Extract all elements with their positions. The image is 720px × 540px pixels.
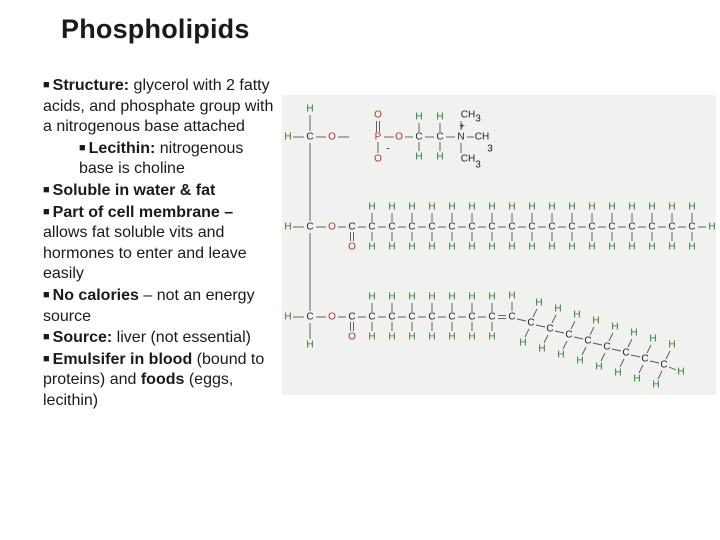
bond-line bbox=[601, 353, 605, 361]
atom-hydrogen: H bbox=[388, 331, 396, 343]
atom-hydrogen: H bbox=[306, 103, 314, 115]
bullet-cell-membrane bbox=[43, 202, 275, 285]
bullet-label: No calories bbox=[52, 286, 139, 304]
bond-line bbox=[552, 315, 556, 323]
atom-hydrogen: H bbox=[368, 291, 376, 303]
atom-hydrogen: H bbox=[488, 291, 496, 303]
chain-carbon: C bbox=[660, 359, 668, 371]
bullet-label: Emulsifer in blood bbox=[52, 350, 193, 368]
atom-oxygen: O bbox=[395, 131, 403, 143]
bond-line bbox=[612, 349, 621, 351]
atom-hydrogen: H bbox=[528, 241, 536, 253]
atom-hydrogen: H bbox=[368, 241, 376, 253]
atom-hydrogen: H bbox=[668, 201, 676, 213]
atom-hydrogen: H bbox=[448, 291, 456, 303]
atom-hydrogen: H bbox=[508, 290, 516, 302]
atom-oxygen: O bbox=[348, 241, 356, 253]
atom-hydrogen: H bbox=[588, 241, 596, 253]
bond-line bbox=[628, 339, 632, 347]
bond-line bbox=[582, 347, 586, 355]
charge-plus: + bbox=[459, 121, 465, 133]
bullet-text: allows fat soluble vits and hormones to enter and leave easily bbox=[43, 224, 247, 283]
atom-hydrogen: H bbox=[573, 309, 581, 321]
methyl-subscript: 3 bbox=[475, 113, 481, 125]
bullet-text: liver (not essential) bbox=[112, 329, 251, 347]
atom-hydrogen: H bbox=[408, 291, 416, 303]
terminal-hydrogen: H bbox=[677, 366, 685, 378]
atom-hydrogen: H bbox=[428, 331, 436, 343]
chain-carbon: C bbox=[568, 221, 576, 233]
bullet-text: glycerol with 2 fatty acids, and phosphate group with a nitrogenous base attached bbox=[43, 77, 274, 136]
atom-hydrogen: H bbox=[648, 201, 656, 213]
atom-hydrogen: H bbox=[468, 331, 476, 343]
atom-hydrogen: H bbox=[368, 331, 376, 343]
atom-hydrogen: H bbox=[388, 241, 396, 253]
atom-hydrogen: H bbox=[436, 151, 444, 163]
chain-carbon: C bbox=[428, 311, 436, 323]
bond-line bbox=[533, 309, 537, 317]
atom-hydrogen: H bbox=[608, 241, 616, 253]
atom-hydrogen: H bbox=[652, 379, 660, 391]
atom-hydrogen: H bbox=[408, 241, 416, 253]
atom-hydrogen: H bbox=[428, 241, 436, 253]
bond-line bbox=[563, 341, 567, 349]
chain-carbon: C bbox=[546, 323, 554, 335]
structure-svg bbox=[282, 95, 716, 395]
atom-hydrogen: H bbox=[611, 321, 619, 333]
chain-carbon: C bbox=[468, 311, 476, 323]
atom-hydrogen: H bbox=[576, 355, 584, 367]
bond-line bbox=[631, 355, 640, 357]
charge-minus: - bbox=[386, 143, 390, 155]
atom-hydrogen: H bbox=[368, 201, 376, 213]
phosphorus-atom: P bbox=[374, 131, 382, 143]
bullet-square-icon: ■ bbox=[43, 331, 50, 344]
bullet-calories bbox=[43, 285, 275, 327]
bond-line bbox=[669, 367, 676, 370]
chain-carbon: C bbox=[608, 221, 616, 233]
atom-hydrogen: H bbox=[388, 291, 396, 303]
carbonyl-carbon: C bbox=[348, 221, 356, 233]
atom-hydrogen: H bbox=[488, 201, 496, 213]
chain-carbon: C bbox=[408, 221, 416, 233]
atom-hydrogen: H bbox=[608, 201, 616, 213]
atom-hydrogen: H bbox=[633, 373, 641, 385]
atom-hydrogen: H bbox=[284, 221, 292, 233]
bullet-square-icon: ■ bbox=[43, 79, 50, 91]
nitrogen-atom: N bbox=[457, 131, 465, 143]
atom-carbon: C bbox=[415, 131, 423, 143]
bond-line bbox=[650, 361, 659, 363]
chain-carbon: C bbox=[584, 335, 592, 347]
chain-carbon: C bbox=[388, 221, 396, 233]
chain-carbon: C bbox=[641, 353, 649, 365]
chain-carbon: C bbox=[622, 347, 630, 359]
atom-hydrogen: H bbox=[528, 201, 536, 213]
chain-carbon: C bbox=[488, 311, 496, 323]
methyl-group: CH bbox=[460, 109, 476, 121]
atom-hydrogen: H bbox=[428, 201, 436, 213]
chain-carbon: C bbox=[668, 221, 676, 233]
bullet-soluble bbox=[43, 180, 275, 202]
bullet-text: (eggs, lecithin) bbox=[43, 371, 234, 409]
atom-hydrogen: H bbox=[468, 201, 476, 213]
chain-carbon: C bbox=[488, 221, 496, 233]
atom-oxygen: O bbox=[374, 153, 382, 165]
terminal-hydrogen: H bbox=[708, 221, 716, 233]
atom-hydrogen: H bbox=[508, 201, 516, 213]
atom-hydrogen: H bbox=[448, 331, 456, 343]
chain-carbon: C bbox=[527, 317, 535, 329]
bond-line bbox=[590, 327, 594, 335]
bond-line bbox=[555, 331, 564, 333]
atom-hydrogen: H bbox=[628, 241, 636, 253]
atom-hydrogen: H bbox=[568, 201, 576, 213]
ester-oxygen: O bbox=[328, 311, 336, 323]
chain-carbon: C bbox=[548, 221, 556, 233]
bullet-square-icon: ■ bbox=[43, 183, 50, 196]
atom-hydrogen: H bbox=[284, 131, 292, 143]
atom-hydrogen: H bbox=[554, 303, 562, 315]
glycerol-carbon: C bbox=[306, 311, 314, 323]
atom-hydrogen: H bbox=[595, 361, 603, 373]
methyl-subscript: 3 bbox=[487, 143, 493, 155]
chain-carbon: C bbox=[508, 311, 516, 323]
glycerol-carbon: C bbox=[306, 131, 314, 143]
bond-line bbox=[647, 345, 651, 353]
chain-carbon: C bbox=[565, 329, 573, 341]
chain-carbon: C bbox=[508, 221, 516, 233]
atom-hydrogen: H bbox=[588, 201, 596, 213]
chain-carbon: C bbox=[468, 221, 476, 233]
ester-oxygen: O bbox=[328, 221, 336, 233]
chain-carbon: C bbox=[388, 311, 396, 323]
bond-line bbox=[571, 321, 575, 329]
chain-carbon: C bbox=[448, 221, 456, 233]
phospholipid-structure-diagram bbox=[282, 95, 716, 395]
atom-hydrogen: H bbox=[306, 339, 314, 351]
atom-hydrogen: H bbox=[415, 111, 423, 123]
atom-hydrogen: H bbox=[488, 241, 496, 253]
atom-hydrogen: H bbox=[284, 311, 292, 323]
bullet-label: Part of cell membrane – bbox=[52, 203, 234, 221]
atom-oxygen: O bbox=[374, 109, 382, 121]
bullet-label: Source: bbox=[52, 329, 113, 347]
atom-hydrogen: H bbox=[557, 349, 565, 361]
atom-hydrogen: H bbox=[415, 151, 423, 163]
atom-hydrogen: H bbox=[688, 201, 696, 213]
bond-line bbox=[536, 325, 545, 327]
bullet-square-icon: ■ bbox=[43, 205, 50, 218]
atom-hydrogen: H bbox=[448, 201, 456, 213]
methyl-subscript: 3 bbox=[475, 159, 481, 171]
bond-line bbox=[658, 371, 662, 379]
atom-hydrogen: H bbox=[668, 339, 676, 351]
chain-carbon: C bbox=[588, 221, 596, 233]
carbonyl-carbon: C bbox=[348, 311, 356, 323]
bond-line bbox=[609, 333, 613, 341]
slide-title: Phospholipids bbox=[61, 14, 250, 44]
chain-carbon: C bbox=[603, 341, 611, 353]
atom-hydrogen: H bbox=[388, 201, 396, 213]
bullet-label: foods bbox=[140, 371, 185, 389]
atom-hydrogen: H bbox=[408, 331, 416, 343]
atom-hydrogen: H bbox=[538, 343, 546, 355]
bond-line bbox=[639, 365, 643, 373]
atom-hydrogen: H bbox=[548, 201, 556, 213]
atom-hydrogen: H bbox=[468, 291, 476, 303]
atom-hydrogen: H bbox=[508, 241, 516, 253]
bullet-source bbox=[43, 327, 275, 349]
bullet-text: – not an energy source bbox=[43, 286, 255, 325]
atom-hydrogen: H bbox=[628, 201, 636, 213]
bond-line bbox=[666, 351, 670, 359]
bond-line bbox=[517, 319, 526, 321]
chain-carbon: C bbox=[368, 221, 376, 233]
bullet-label: Lecithin: bbox=[88, 139, 156, 157]
atom-hydrogen: H bbox=[408, 201, 416, 213]
bullet-text: nitrogenous base is choline bbox=[79, 139, 244, 178]
bullet-label: Soluble in water & fat bbox=[52, 181, 216, 199]
atom-hydrogen: H bbox=[688, 241, 696, 253]
bond-line bbox=[620, 359, 624, 367]
chain-carbon: C bbox=[688, 221, 696, 233]
atom-carbon: C bbox=[436, 131, 444, 143]
atom-hydrogen: H bbox=[630, 327, 638, 339]
methyl-group: CH bbox=[474, 131, 490, 143]
chain-carbon: C bbox=[648, 221, 656, 233]
atom-hydrogen: H bbox=[436, 111, 444, 123]
bullet-square-icon: ■ bbox=[43, 288, 50, 301]
bullet-structure bbox=[43, 75, 275, 138]
bullet-label: Structure: bbox=[52, 77, 130, 94]
chain-carbon: C bbox=[368, 311, 376, 323]
bond-line bbox=[525, 329, 529, 337]
atom-labels bbox=[284, 104, 715, 391]
atom-oxygen: O bbox=[348, 331, 356, 343]
bullet-text: (bound to proteins) and bbox=[43, 350, 265, 389]
atom-hydrogen: H bbox=[519, 337, 527, 349]
glycerol-carbon: C bbox=[306, 221, 314, 233]
chain-carbon: C bbox=[628, 221, 636, 233]
atom-hydrogen: H bbox=[568, 241, 576, 253]
chain-carbon: C bbox=[448, 311, 456, 323]
atom-hydrogen: H bbox=[614, 367, 622, 379]
chain-carbon: C bbox=[408, 311, 416, 323]
bond-line bbox=[574, 337, 583, 339]
bullet-lecithin bbox=[43, 138, 275, 180]
ester-oxygen: O bbox=[328, 131, 336, 143]
bullet-square-icon: ■ bbox=[43, 352, 50, 365]
chain-carbon: C bbox=[428, 221, 436, 233]
atom-hydrogen: H bbox=[668, 241, 676, 253]
atom-hydrogen: H bbox=[648, 241, 656, 253]
atom-hydrogen: H bbox=[649, 333, 657, 345]
atom-hydrogen: H bbox=[548, 241, 556, 253]
chain-carbon: C bbox=[528, 221, 536, 233]
bullet-emulsifier bbox=[43, 349, 275, 412]
atom-hydrogen: H bbox=[535, 297, 543, 309]
bullet-square-icon: ■ bbox=[79, 141, 86, 154]
atom-hydrogen: H bbox=[448, 241, 456, 253]
atom-hydrogen: H bbox=[428, 291, 436, 303]
atom-hydrogen: H bbox=[488, 331, 496, 343]
bond-line bbox=[544, 335, 548, 343]
atom-hydrogen: H bbox=[468, 241, 476, 253]
methyl-group: CH bbox=[460, 153, 476, 165]
bullet-list bbox=[43, 75, 275, 412]
bond-line bbox=[593, 343, 602, 345]
atom-hydrogen: H bbox=[592, 315, 600, 327]
